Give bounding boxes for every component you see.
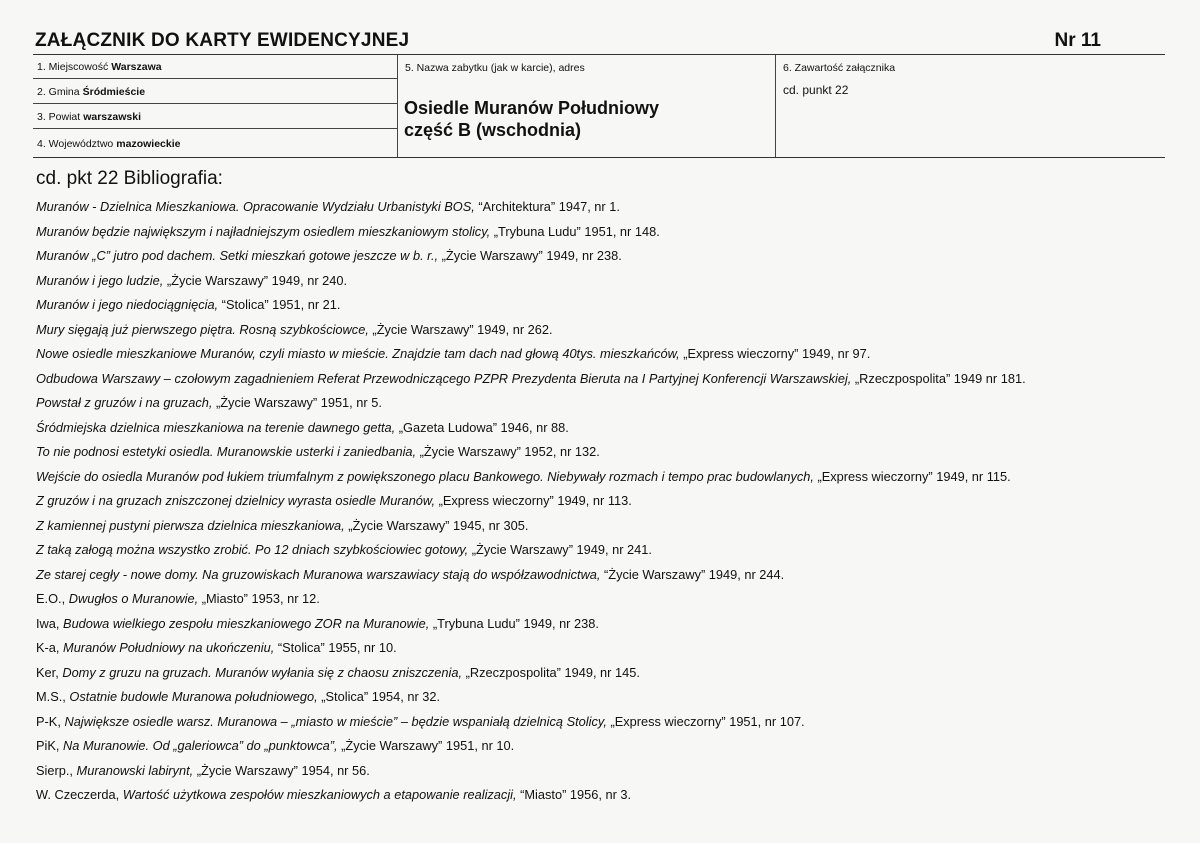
entry-source: “Miasto” 1956, nr 3. bbox=[516, 787, 632, 802]
entry-title: Muranowski labirynt, bbox=[76, 762, 194, 778]
field-gmina bbox=[33, 80, 397, 104]
entry-title: Z gruzów i na gruzach zniszczonej dzielnicy wyrasta osiedle Muranów, bbox=[36, 493, 436, 508]
bibliography-entry bbox=[36, 736, 1026, 761]
bibliography-entry bbox=[36, 516, 1026, 541]
bibliography-entry bbox=[36, 761, 1026, 786]
field-label: 6. Zawartość załącznika bbox=[783, 62, 896, 74]
entry-title: Ostatnie budowle Muranowa południowego, bbox=[69, 689, 318, 704]
bibliography-entry bbox=[36, 418, 1026, 443]
entry-source: „Stolica” 1954, nr 32. bbox=[317, 689, 441, 704]
monument-name-column bbox=[397, 55, 776, 157]
bibliography-entry bbox=[36, 246, 1026, 271]
bibliography-entry bbox=[36, 589, 1026, 614]
entry-author: E.O., bbox=[36, 591, 69, 606]
entry-author: Ker, bbox=[36, 664, 63, 680]
bibliography-list bbox=[36, 197, 1026, 810]
bibliography-entry bbox=[36, 663, 1026, 688]
field-value: Śródmieście bbox=[82, 85, 146, 98]
entry-title: Muranów i jego niedociągnięcia, bbox=[36, 297, 219, 312]
field-label: 3. Powiat bbox=[37, 110, 81, 123]
entry-source: „Trybuna Ludu” 1951, nr 148. bbox=[490, 223, 660, 239]
bibliography-entry bbox=[36, 491, 1026, 516]
bibliography-entry bbox=[36, 197, 1026, 222]
bibliography-entry bbox=[36, 614, 1026, 639]
entry-title: Budowa wielkiego zespołu mieszkaniowego ZOR na Muranowie, bbox=[63, 615, 430, 631]
field-powiat bbox=[33, 105, 397, 129]
entry-source: „Trybuna Ludu” 1949, nr 238. bbox=[429, 615, 599, 631]
entry-title: Śródmiejska dzielnica mieszkaniowa na terenie dawnego getta, bbox=[36, 419, 396, 435]
bibliography-entry bbox=[36, 393, 1026, 418]
entry-source: „Życie Warszawy” 1945, nr 305. bbox=[344, 517, 529, 533]
bibliography-entry bbox=[36, 467, 1026, 492]
document-title: ZAŁĄCZNIK DO KARTY EWIDENCYJNEJ bbox=[35, 30, 410, 51]
entry-title: Nowe osiedle mieszkaniowe Muranów, czyli miasto w mieście. Znajdzie tam dach nad głową 40tys. mieszkańców, bbox=[36, 346, 680, 361]
contents-column bbox=[775, 55, 1165, 157]
field-value: cd. punkt 22 bbox=[783, 83, 849, 97]
entry-author: W. Czeczerda, bbox=[36, 787, 123, 802]
entry-title: Dwugłos o Muranowie, bbox=[68, 591, 199, 606]
field-miejscowosc bbox=[33, 55, 397, 79]
entry-source: „Rzeczpospolita” 1949 nr 181. bbox=[851, 370, 1026, 386]
entry-source: „Życie Warszawy” 1949, nr 241. bbox=[468, 542, 652, 557]
bibliography-entry bbox=[36, 785, 1026, 810]
monument-name-line1: Osiedle Muranów Południowy bbox=[404, 98, 660, 118]
entry-source: “Architektura” 1947, nr 1. bbox=[474, 199, 620, 214]
entry-source: „Rzeczpospolita” 1949, nr 145. bbox=[462, 664, 640, 680]
entry-author: Iwa, bbox=[36, 615, 64, 631]
entry-author: M.S., bbox=[36, 689, 70, 704]
entry-source: „Życie Warszawy” 1951, nr 5. bbox=[212, 395, 382, 410]
bibliography-entry bbox=[36, 442, 1026, 467]
bibliography-entry bbox=[36, 369, 1026, 394]
entry-title: Domy z gruzu na gruzach. Muranów wyłania się z chaosu zniszczenia, bbox=[62, 664, 463, 680]
bibliography-entry bbox=[36, 344, 1026, 369]
bibliography-entry bbox=[36, 271, 1026, 296]
monument-name bbox=[404, 97, 659, 141]
entry-source: „Życie Warszawy” 1949, nr 240. bbox=[163, 272, 348, 288]
entry-source: „Życie Warszawy” 1949, nr 262. bbox=[368, 321, 553, 337]
entry-author: P-K, bbox=[36, 713, 65, 729]
entry-source: „Express wieczorny” 1951, nr 107. bbox=[606, 713, 805, 729]
bibliography-entry bbox=[36, 320, 1026, 345]
entry-author: PiK, bbox=[36, 738, 64, 753]
entry-title: Muranów - Dzielnica Mieszkaniowa. Opracowanie Wydziału Urbanistyki BOS, bbox=[36, 199, 475, 214]
bibliography-entry bbox=[36, 295, 1026, 320]
entry-title: Muranów „C” jutro pod dachem. Setki mieszkań gotowe jeszcze w b. r., bbox=[36, 248, 439, 263]
entry-source: „Życie Warszawy” 1951, nr 10. bbox=[337, 738, 515, 753]
entry-source: „Miasto” 1953, nr 12. bbox=[198, 591, 320, 606]
bibliography-entry bbox=[36, 638, 1026, 663]
monument-name-line2: część B (wschodnia) bbox=[404, 120, 582, 140]
entry-title: Muranów Południowy na ukończeniu, bbox=[63, 640, 275, 655]
bibliography-entry bbox=[36, 565, 1026, 590]
attachment-number: Nr 11 bbox=[1054, 30, 1101, 51]
bibliography-entry bbox=[36, 540, 1026, 565]
entry-title: Z kamiennej pustyni pierwsza dzielnica mieszkaniowa, bbox=[36, 517, 345, 533]
entry-title: To nie podnosi estetyki osiedla. Muranowskie usterki i zaniedbania, bbox=[36, 444, 417, 459]
field-label: 1. Miejscowość bbox=[37, 60, 109, 73]
field-value: Warszawa bbox=[111, 60, 162, 73]
bibliography-entry bbox=[36, 687, 1026, 712]
entry-title: Muranów będzie największym i najładniejszym osiedlem mieszkaniowym stolicy, bbox=[36, 223, 491, 239]
field-value: warszawski bbox=[83, 110, 141, 123]
entry-title: Mury sięgają już pierwszego piętra. Rosną szybkościowce, bbox=[36, 321, 369, 337]
field-label: 4. Województwo bbox=[37, 138, 114, 150]
field-label: 5. Nazwa zabytku (jak w karcie), adres bbox=[405, 62, 585, 74]
entry-author: K-a, bbox=[36, 640, 64, 655]
field-value: mazowieckie bbox=[116, 138, 181, 150]
entry-title: Największe osiedle warsz. Muranowa – „miasto w mieście” – będzie wspaniałą dzielnicą Stolicy, bbox=[64, 713, 607, 729]
entry-title: Ze starej cegły - nowe domy. Na gruzowiskach Muranowa warszawiacy stają do współzawodnictwa, bbox=[36, 566, 601, 582]
entry-source: „Życie Warszawy” 1954, nr 56. bbox=[193, 762, 370, 778]
record-header-table bbox=[33, 54, 1165, 158]
entry-title: Wejście do osiedla Muranów pod łukiem triumfalnym z powiększonego placu Bankowego. Niebywały rozmach i tempo prac budowlanych, bbox=[36, 468, 814, 484]
entry-title: Powstał z gruzów i na gruzach, bbox=[36, 395, 213, 410]
entry-source: “Stolica” 1955, nr 10. bbox=[274, 640, 397, 655]
field-label: 2. Gmina bbox=[37, 85, 80, 98]
entry-source: “Stolica” 1951, nr 21. bbox=[218, 297, 341, 312]
entry-source: „Express wieczorny” 1949, nr 115. bbox=[813, 468, 1011, 484]
entry-title: Odbudowa Warszawy – czołowym zagadnieniem Referat Przewodniczącego PZPR Prezydenta Bieruta na I Partyjnej Konferencji Warszawskiej, bbox=[36, 370, 852, 386]
bibliography-entry bbox=[36, 222, 1026, 247]
entry-source: „Gazeta Ludowa” 1946, nr 88. bbox=[395, 419, 569, 435]
entry-source: „Życie Warszawy” 1949, nr 238. bbox=[438, 248, 622, 263]
bibliography-entry bbox=[36, 712, 1026, 737]
entry-title: Wartość użytkowa zespołów mieszkaniowych a etapowanie realizacji, bbox=[122, 787, 517, 802]
entry-title: Muranów i jego ludzie, bbox=[36, 272, 164, 288]
entry-source: „Express wieczorny” 1949, nr 97. bbox=[679, 346, 871, 361]
section-heading: cd. pkt 22 Bibliografia: bbox=[36, 168, 223, 189]
entry-source: “Życie Warszawy” 1949, nr 244. bbox=[600, 566, 785, 582]
entry-source: „Życie Warszawy” 1952, nr 132. bbox=[416, 444, 600, 459]
entry-title: Z taką załogą można wszystko zrobić. Po 12 dniach szybkościowiec gotowy, bbox=[36, 542, 469, 557]
entry-author: Sierp., bbox=[36, 762, 77, 778]
field-wojewodztwo bbox=[33, 132, 397, 156]
entry-source: „Express wieczorny” 1949, nr 113. bbox=[435, 493, 632, 508]
location-column bbox=[33, 55, 397, 157]
entry-title: Na Muranowie. Od „galeriowca” do „punktowca”, bbox=[63, 738, 338, 753]
